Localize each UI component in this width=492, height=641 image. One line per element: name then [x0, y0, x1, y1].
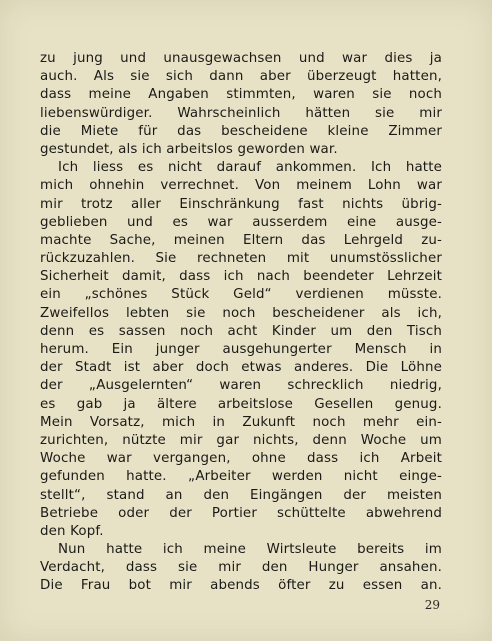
text-line: Nun hatte ich meine Wirtsleute bereits im [58, 542, 442, 558]
text-line: mich ohnehin verrechnet. Von meinem Lohn war [40, 178, 442, 194]
text-line: herum. Ein junger ausgehungerter Mensch in [40, 342, 442, 357]
text-line: ein „schönes Stück Geld“ verdienen müsste. [40, 287, 442, 303]
text-line: rückzuzahlen. Sie rechneten mit unumstösslicher [40, 251, 442, 267]
text-line: Betriebe oder der Portier schüttelte abwehrend [40, 505, 442, 521]
text-line: Sicherheit damit, dass ich nach beendeter Lehrzeit [40, 269, 442, 285]
text-line: Mein Vorsatz, mich in Zukunft noch mehr ein- [40, 414, 442, 430]
text-line: geblieben und es war ausserdem eine ausge- [40, 214, 442, 230]
page-number: 29 [424, 598, 440, 612]
text-line: der „Ausgelernten“ waren schrecklich niedrig, [40, 378, 442, 394]
text-line: mir trotz aller Einschränkung fast nichts übrig- [40, 196, 442, 212]
text-line: zurichten, nützte mir gar nichts, denn Woche um [40, 432, 442, 448]
text-line: Ich liess es nicht darauf ankommen. Ich hatte [58, 160, 442, 176]
text-line: gestundet, als ich arbeitslos geworden war. [40, 141, 338, 157]
body-text [40, 50, 442, 596]
text-line: der Stadt ist aber doch etwas anderes. Die Löhne [40, 360, 442, 376]
text-line: Woche war vergangen, ohne dass ich Arbeit [40, 451, 442, 467]
text-line: denn es sassen noch acht Kinder um den Tisch [40, 323, 442, 339]
text-line: gefunden hatte. „Arbeiter werden nicht einge- [40, 469, 442, 485]
text-line: Verdacht, dass sie mir den Hunger ansahen. [40, 560, 442, 576]
text-line: stellt“, stand an den Eingängen der meisten [40, 487, 442, 503]
text-line: Zweifellos lebten sie noch bescheidener als ich, [40, 305, 442, 321]
text-line: liebenswürdiger. Wahrscheinlich hätten sie mir [40, 105, 442, 121]
text-line: den Kopf. [40, 523, 104, 539]
text-line: es gab ja ältere arbeitslose Gesellen genug. [40, 396, 442, 412]
text-line: dass meine Angaben stimmten, waren sie noch [40, 87, 442, 103]
text-line: Die Frau bot mir abends öfter zu essen an. [40, 578, 442, 594]
text-line: die Miete für das bescheidene kleine Zimmer [40, 123, 442, 139]
text-line: zu jung und unausgewachsen und war dies ja [40, 51, 442, 66]
text-line: auch. Als sie sich dann aber überzeugt hatten, [40, 69, 442, 85]
text-line: machte Sache, meinen Eltern das Lehrgeld zu- [40, 232, 442, 248]
